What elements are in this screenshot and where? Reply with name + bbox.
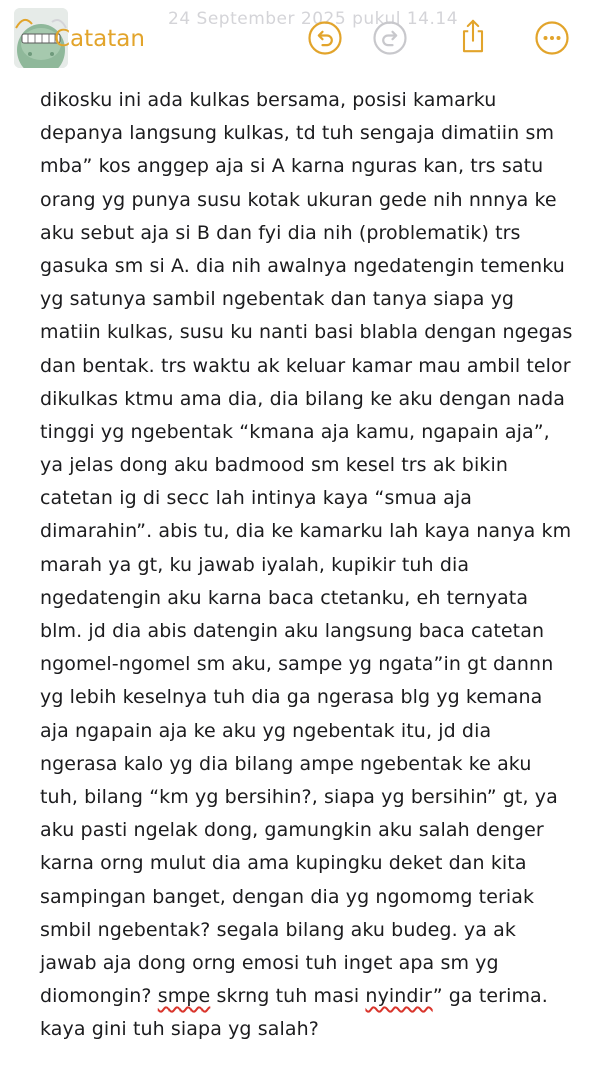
note-line bbox=[40, 184, 580, 217]
note-text-segment: tinggi yg ngebentak “kmana aja kamu, ngapain aja”, bbox=[40, 420, 550, 443]
note-line bbox=[40, 150, 580, 183]
note-text-segment: skrng tuh masi bbox=[210, 985, 366, 1008]
note-text-segment: dikosku ini ada kulkas bersama, posisi kamarku bbox=[40, 89, 497, 111]
note-body[interactable] bbox=[40, 84, 580, 1046]
note-text-segment: karna orng mulut dia ama kupingku deket dan kita bbox=[40, 852, 527, 875]
note-text-segment: catetan ig di secc lah intinya kaya “smua aja bbox=[40, 487, 472, 510]
note-text-segment: tuh, bilang “km yg bersihin?, siapa yg bersihin” gt, ya bbox=[40, 785, 558, 808]
note-line bbox=[40, 217, 580, 250]
note-text-segment: yg satunya sambil ngebentak dan tanya siapa yg bbox=[40, 288, 515, 311]
note-line bbox=[40, 681, 580, 714]
note-text-segment: blm. jd dia abis datengin aku langsung baca catetan bbox=[40, 620, 545, 642]
note-text-segment: kaya gini tuh siapa yg salah? bbox=[40, 1018, 319, 1041]
note-text-segment: ngedatengin aku karna baca ctetanku, eh ternyata bbox=[40, 586, 529, 609]
note-line bbox=[40, 980, 580, 1013]
note-text-segment: smbil ngebentak? segala bilang aku budeg. ya ak bbox=[40, 918, 516, 941]
note-text-segment: ngerasa kalo yg dia bilang ampe ngebentak ke aku bbox=[40, 752, 532, 775]
note-text-segment: aja ngapain aja ke aku yg ngebentak itu, jd dia bbox=[40, 719, 492, 742]
undo-button[interactable] bbox=[307, 20, 343, 56]
misspelled-word: smpe bbox=[157, 985, 211, 1008]
note-text-segment: gasuka sm si A. dia nih awalnya ngedatengin temenku bbox=[40, 254, 565, 277]
note-text-segment: diomongin? bbox=[40, 985, 158, 1008]
note-text-segment: dimarahin”. abis tu, dia ke kamarku lah kaya nanya km bbox=[40, 520, 572, 543]
redo-button[interactable] bbox=[372, 20, 408, 56]
redo-icon bbox=[372, 20, 408, 56]
faded-note-date: 24 September 2025 pukul 14.14 bbox=[168, 9, 459, 29]
note-text-segment: mba” kos anggep aja si A karna nguras kan, trs satu bbox=[40, 155, 544, 178]
note-text-segment: matiin kulkas, susu ku nanti basi blabla dengan ngegas bbox=[40, 321, 573, 344]
note-line bbox=[40, 881, 580, 914]
note-text-segment: ya jelas dong aku badmood sm kesel trs ak bikin bbox=[40, 454, 508, 477]
note-text-segment: depanya langsung kulkas, td tuh sengaja dimatiin sm bbox=[40, 122, 555, 145]
note-line bbox=[40, 1013, 580, 1046]
note-line bbox=[40, 283, 580, 316]
note-line bbox=[40, 449, 580, 482]
misspelled-word: nyindir bbox=[365, 985, 433, 1008]
note-text-segment: aku sebut aja si B dan fyi dia nih (problematik) trs bbox=[40, 221, 521, 244]
note-line bbox=[40, 515, 580, 548]
note-line bbox=[40, 615, 580, 648]
note-text-segment: dikulkas ktmu ama dia, dia bilang ke aku dengan nada bbox=[40, 387, 566, 410]
note-line bbox=[40, 84, 580, 117]
note-line bbox=[40, 715, 580, 748]
undo-icon bbox=[307, 20, 343, 56]
back-button[interactable]: Catatan bbox=[54, 26, 145, 52]
share-icon bbox=[455, 18, 491, 54]
note-line bbox=[40, 847, 580, 880]
note-line bbox=[40, 814, 580, 847]
note-line bbox=[40, 316, 580, 349]
note-line bbox=[40, 416, 580, 449]
note-text-segment: sampingan banget, dengan dia yg ngomomg teriak bbox=[40, 885, 535, 908]
more-icon bbox=[534, 20, 570, 56]
note-line bbox=[40, 482, 580, 515]
note-text-segment: ” ga terima. bbox=[432, 985, 548, 1008]
navigation-bar bbox=[0, 0, 600, 80]
note-text-segment: orang yg punya susu kotak ukuran gede nih nnnya ke bbox=[40, 188, 557, 211]
note-line bbox=[40, 781, 580, 814]
note-text-segment: yg lebih keselnya tuh dia ga ngerasa blg yg kemana bbox=[40, 686, 543, 709]
note-line bbox=[40, 748, 580, 781]
note-text-segment: aku pasti ngelak dong, gamungkin aku salah denger bbox=[40, 819, 544, 842]
note-line bbox=[40, 350, 580, 383]
note-line bbox=[40, 117, 580, 150]
note-line bbox=[40, 947, 580, 980]
note-line bbox=[40, 582, 580, 615]
note-line bbox=[40, 914, 580, 947]
note-line bbox=[40, 648, 580, 681]
share-button[interactable] bbox=[455, 18, 491, 54]
note-line bbox=[40, 383, 580, 416]
note-line bbox=[40, 549, 580, 582]
note-text-segment: dan bentak. trs waktu ak keluar kamar mau ambil telor bbox=[40, 354, 571, 377]
note-line bbox=[40, 250, 580, 283]
note-text-segment: jawab aja dong orng emosi tuh inget apa sm yg bbox=[40, 951, 499, 974]
note-text-segment: marah ya gt, ku jawab iyalah, kupikir tuh dia bbox=[40, 553, 470, 576]
more-button[interactable] bbox=[534, 20, 570, 56]
note-text-segment: ngomel-ngomel sm aku, sampe yg ngata”in gt dannn bbox=[40, 653, 554, 676]
